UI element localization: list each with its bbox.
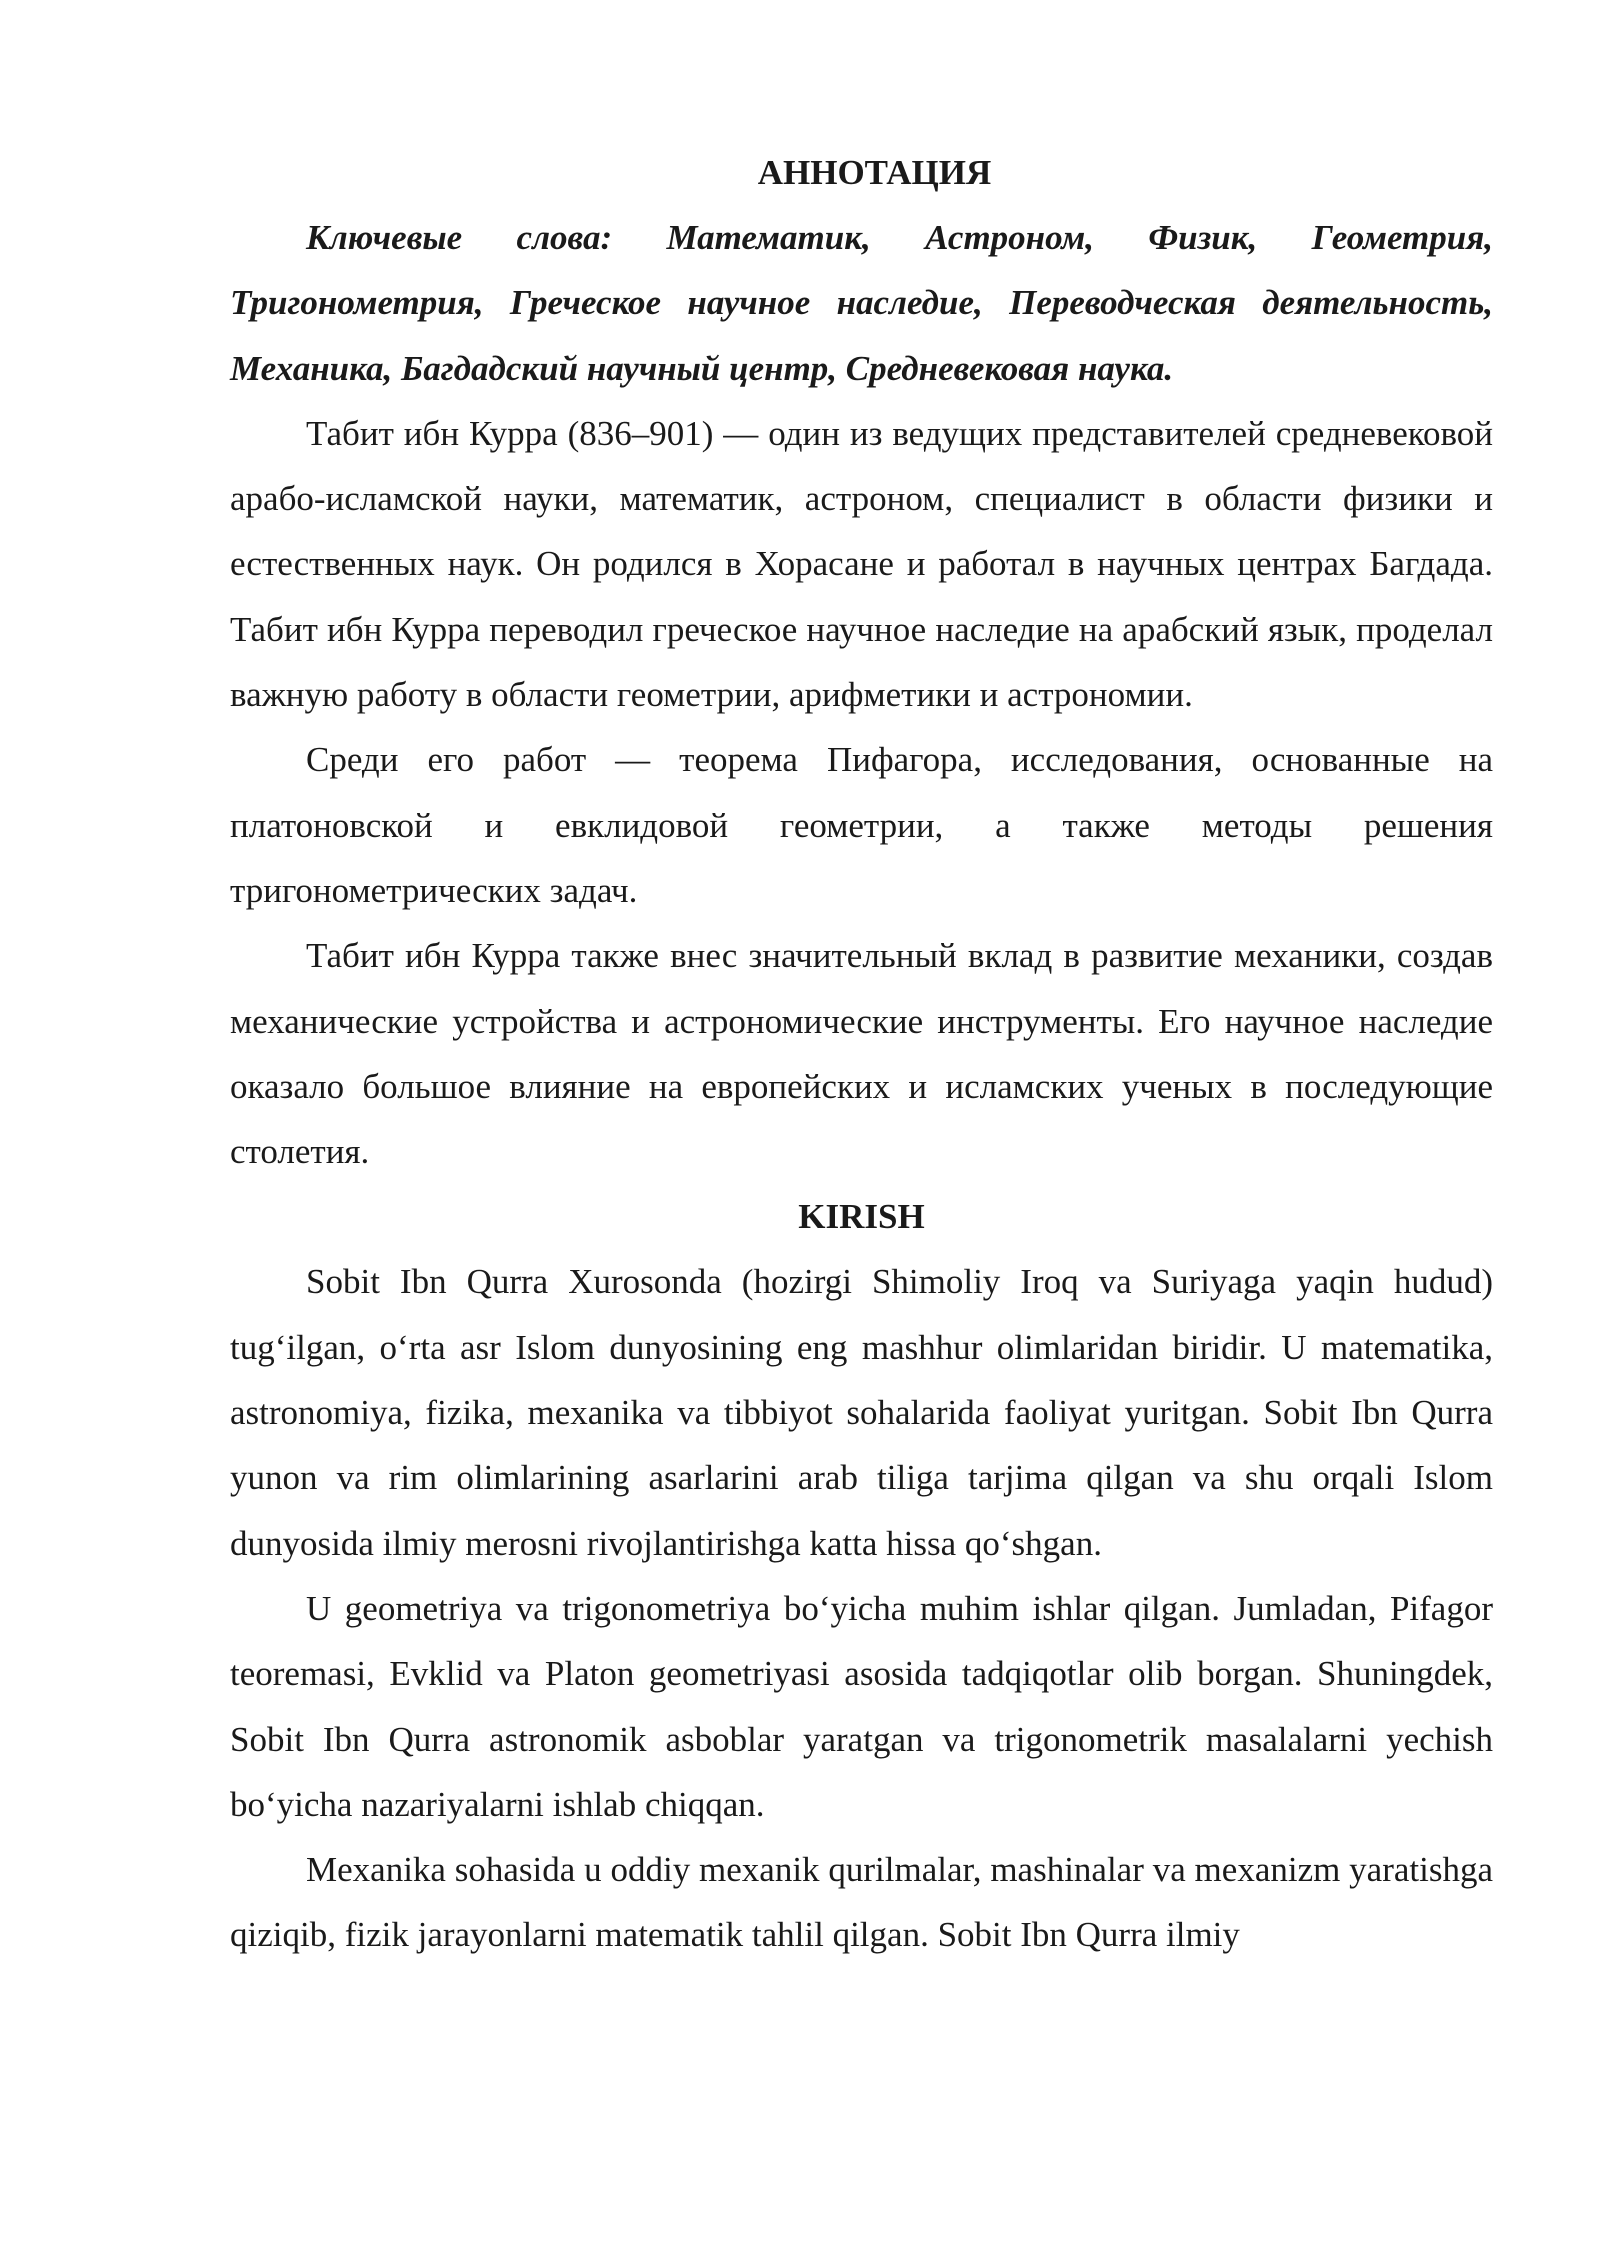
kirish-heading: KIRISH (798, 1197, 925, 1237)
kirish-paragraph-1: Sobit Ibn Qurra Xurosonda (hozirgi Shimoliy Iroq va Suriyaga yaqin hudud) tug‘ilgan, o‘rta asr Islom dunyosining eng mashhur olimlaridan biridir. U matematika, astronomiya, fizika, mexanika va tibbiyot sohalarida faoliyat yuritgan. Sobit Ibn Qurra yunon va rim olimlarining asarlarini arab tiliga tarjima qilgan va shu orqali Islom dunyosida ilmiy merosni rivojlantirishga katta hissa qo‘shgan. (230, 1262, 1493, 1563)
annotation-paragraph-3: Табит ибн Курра также внес значительный вклад в развитие механики, создав механические устройства и астрономические инструменты. Его научное наследие оказало большое влияние на европейских и исламских ученых в последующие столетия. (230, 936, 1493, 1172)
annotation-paragraph-1: Табит ибн Курра (836–901) — один из ведущих представителей средневековой арабо-исламской науки, математик, астроном, специалист в области физики и естественных наук. Он родился в Хорасане и работал в научных центрах Багдада. Табит ибн Курра переводил греческое научное наследие на арабский язык, проделал важную работу в области геометрии, арифметики и астрономии. (230, 413, 1493, 715)
keywords-paragraph: Ключевые слова: Математик, Астроном, Физик, Геометрия, Тригонометрия, Греческое научное наследие, Переводческая деятельность, Механика, Багдадский научный центр, Средневековая наука. (230, 218, 1493, 388)
page-content (230, 140, 1493, 1968)
kirish-paragraph-3: Mexanika sohasida u oddiy mexanik qurilmalar, mashinalar va mexanizm yaratishga qiziqib, fizik jarayonlarni matematik tahlil qilgan. Sobit Ibn Qurra ilmiy (230, 1850, 1493, 1955)
annotation-paragraph-2: Среди его работ — теорема Пифагора, исследования, основанные на платоновской и евклидовой геометрии, а также методы решения тригонометрических задач. (230, 740, 1493, 910)
kirish-paragraph-2: U geometriya va trigonometriya bo‘yicha muhim ishlar qilgan. Jumladan, Pifagor teoremasi, Evklid va Platon geometriyasi asosida tadqiqotlar olib borgan. Shuningdek, Sobit Ibn Qurra astronomik asboblar yaratgan va trigonometrik masalalarni yechish bo‘yicha nazariyalarni ishlab chiqqan. (230, 1588, 1493, 1824)
annotation-heading: АННОТАЦИЯ (757, 153, 992, 192)
